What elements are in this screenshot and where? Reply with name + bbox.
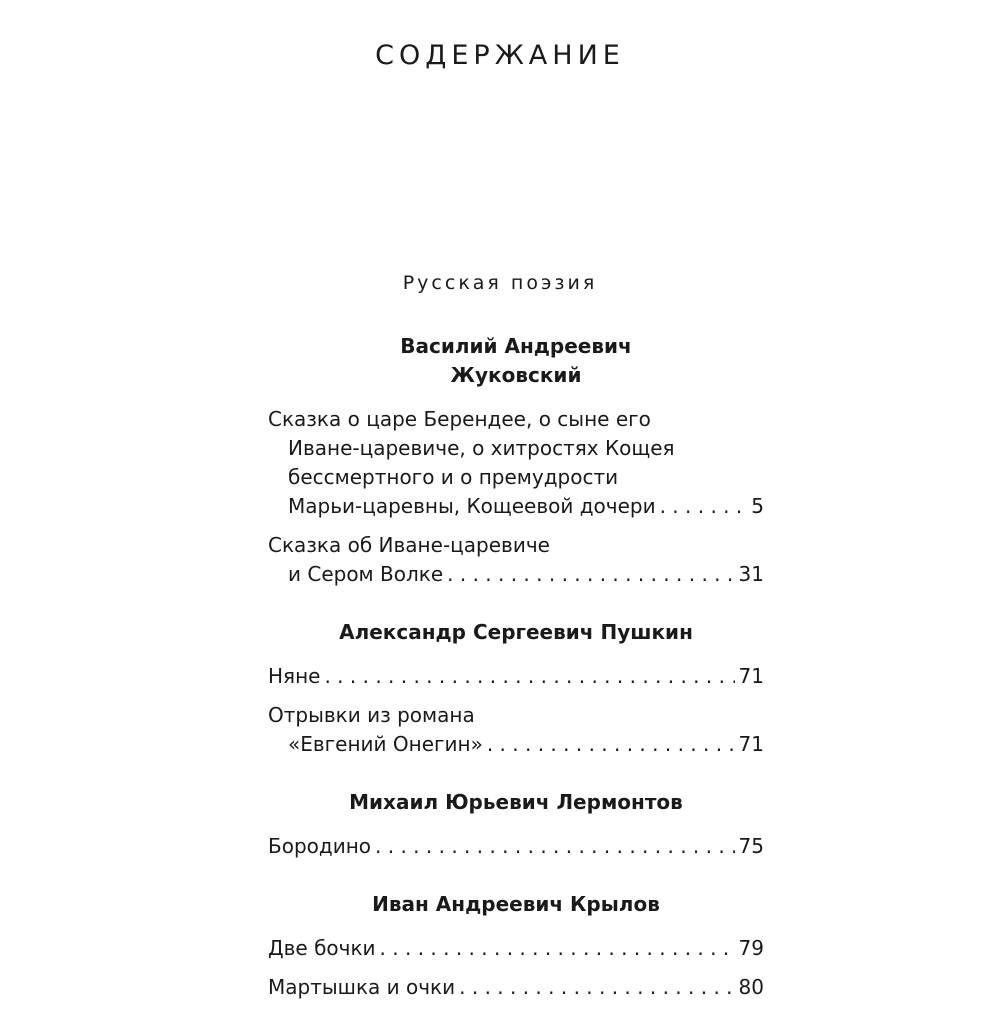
author-name-line: Михаил Юрьевич Лермонтов bbox=[349, 790, 683, 814]
entry-title-line: Няне bbox=[268, 664, 321, 688]
author-name-line: Александр Сергеевич Пушкин bbox=[339, 620, 693, 644]
entry-last-line bbox=[268, 934, 764, 963]
dot-leader bbox=[375, 832, 735, 861]
toc-entry[interactable] bbox=[268, 662, 764, 691]
author-name-line: Жуковский bbox=[450, 363, 582, 387]
toc-entry[interactable] bbox=[268, 531, 764, 589]
toc-entry[interactable] bbox=[268, 973, 764, 1002]
entry-title-line: Две бочки bbox=[268, 936, 376, 960]
page-title: СОДЕРЖАНИЕ bbox=[375, 40, 625, 71]
entry-title-line: Сказка об Иване-царевиче bbox=[268, 533, 550, 557]
entry-title-line: Отрывки из романа bbox=[268, 703, 475, 727]
page-number: 71 bbox=[738, 664, 764, 688]
dot-leader bbox=[447, 560, 734, 589]
toc-entry[interactable] bbox=[268, 405, 764, 521]
toc-entry[interactable] bbox=[268, 701, 764, 759]
dot-leader bbox=[324, 662, 734, 691]
entry-last-line bbox=[268, 973, 764, 1002]
toc-entry[interactable] bbox=[268, 934, 764, 963]
author-name bbox=[268, 332, 764, 390]
entry-title-line: Бородино bbox=[268, 834, 372, 858]
entry-title-line: Иване-царевиче, о хитростях Кощея bbox=[288, 436, 675, 460]
author-block bbox=[268, 788, 764, 817]
entry-last-line bbox=[268, 662, 764, 691]
page-number: 71 bbox=[738, 732, 764, 756]
dot-leader bbox=[487, 730, 735, 759]
entry-title-line: бессмертного и о премудрости bbox=[288, 465, 619, 489]
author-block bbox=[268, 332, 764, 390]
author-name bbox=[268, 618, 764, 647]
author-name-line: Василий Андреевич bbox=[400, 334, 632, 358]
entry-title-line: Мартышка и очки bbox=[268, 975, 456, 999]
dot-leader bbox=[459, 973, 734, 1002]
entry-title-line: Сказка о царе Берендее, о сыне его bbox=[268, 407, 651, 431]
entry-last-line bbox=[268, 492, 764, 521]
entry-title-line: «Евгений Онегин» bbox=[288, 732, 483, 756]
entry-title-line: и Сером Волке bbox=[288, 562, 444, 586]
page-number: 5 bbox=[751, 494, 764, 518]
section-title: Русская поэзия bbox=[402, 272, 598, 294]
dot-leader bbox=[380, 934, 735, 963]
entry-title-line: Марьи-царевны, Кощеевой дочери bbox=[288, 494, 656, 518]
page-number: 79 bbox=[738, 936, 764, 960]
entry-last-line bbox=[268, 730, 764, 759]
author-name-line: Иван Андреевич Крылов bbox=[372, 892, 660, 916]
author-block bbox=[268, 890, 764, 919]
author-name bbox=[268, 890, 764, 919]
author-block bbox=[268, 618, 764, 647]
table-of-contents bbox=[268, 332, 764, 1012]
author-name bbox=[268, 788, 764, 817]
dot-leader bbox=[660, 492, 748, 521]
page-number: 31 bbox=[738, 562, 764, 586]
toc-entry[interactable] bbox=[268, 832, 764, 861]
page-number: 80 bbox=[738, 975, 764, 999]
entry-last-line bbox=[268, 832, 764, 861]
page-number: 75 bbox=[738, 834, 764, 858]
entry-last-line bbox=[268, 560, 764, 589]
